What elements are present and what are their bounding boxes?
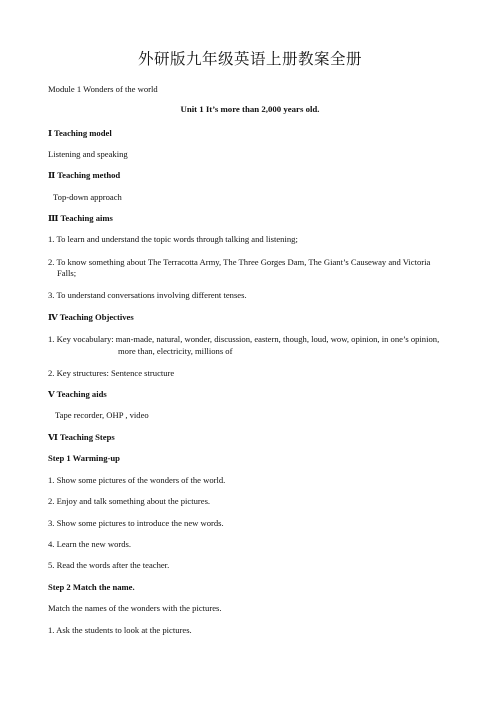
step1-item: 1. Show some pictures of the wonders of the world.: [48, 475, 226, 485]
teaching-aim-item: 3. To understand conversations involving different tenses.: [48, 290, 247, 300]
heading-teaching-method: Ⅱ Teaching method: [48, 170, 121, 180]
module-line: Module 1 Wonders of the world: [48, 84, 158, 94]
step1-heading: Step 1 Warming-up: [48, 453, 120, 463]
document-title: 外研版九年级英语上册教案全册: [137, 50, 362, 68]
heading-teaching-aims: Ⅲ Teaching aims: [48, 213, 113, 223]
step1-item: 2. Enjoy and talk something about the pictures.: [48, 496, 211, 506]
step1-item: 3. Show some pictures to introduce the new words.: [48, 518, 224, 528]
teaching-objective-item: 2. Key structures: Sentence structure: [48, 368, 175, 378]
step2-intro: Match the names of the wonders with the pictures.: [48, 603, 222, 613]
teaching-aim-item: 1. To learn and understand the topic words through talking and listening;: [48, 234, 298, 244]
step1-item: 4. Learn the new words.: [48, 539, 132, 549]
teaching-objective-item: 1. Key vocabulary: man-made, natural, wonder, discussion, eastern, though, loud, wow, opinion, in one’s opinion,: [48, 334, 440, 344]
teaching-aim-item: 2. To know something about The Terracotta Army, The Three Gorges Dam, The Giant’s Causeway and Victoria: [48, 257, 431, 267]
heading-teaching-steps: Ⅵ Teaching Steps: [48, 432, 115, 442]
step1-item: 5. Read the words after the teacher.: [48, 560, 170, 570]
teaching-method-content: Top-down approach: [53, 192, 122, 202]
heading-teaching-model: Ⅰ Teaching model: [48, 128, 112, 138]
step2-item: 1. Ask the students to look at the pictures.: [48, 625, 192, 635]
heading-teaching-objectives: Ⅳ Teaching Objectives: [48, 312, 134, 322]
teaching-model-content: Listening and speaking: [48, 149, 128, 159]
teaching-aids-content: Tape recorder, OHP , video: [55, 410, 149, 420]
teaching-objective-item-continuation: more than, electricity, millions of: [118, 346, 233, 356]
unit-title: Unit 1 It’s more than 2,000 years old.: [180, 104, 320, 114]
step2-heading: Step 2 Match the name.: [48, 582, 135, 592]
teaching-aim-item-continuation: Falls;: [57, 268, 77, 278]
heading-teaching-aids: Ⅴ Teaching aids: [48, 389, 107, 399]
